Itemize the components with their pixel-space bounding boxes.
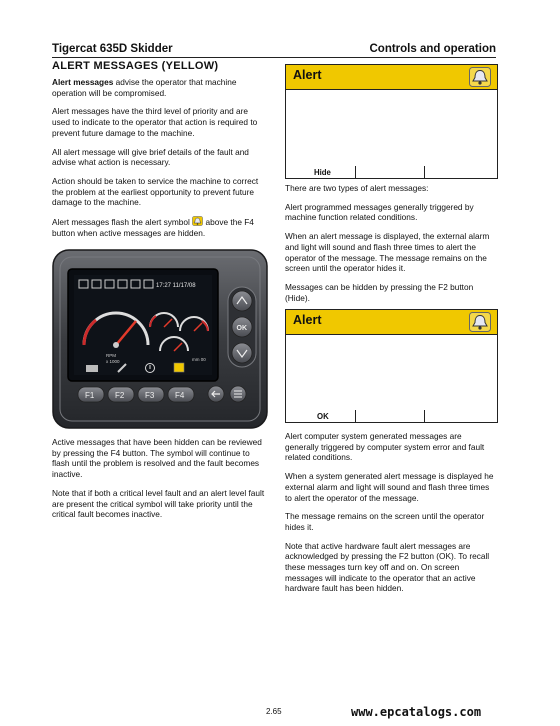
left-column-bottom: [52, 437, 268, 528]
alert-bell-icon: [192, 216, 203, 226]
alert-screen-hide: [285, 64, 498, 179]
header-rule: [52, 57, 496, 58]
paragraph: Alert computer system generated messages are generally triggered by computer system error and fault related conditions.: [285, 431, 485, 463]
display-unit-photo: [52, 249, 268, 429]
paragraph: Note that if both a critical level fault and an alert level fault are present the critical symbol will take priority until the critical fault becomes inactive.: [52, 487, 265, 520]
paragraph: There are two types of alert messages:: [285, 183, 429, 193]
paragraph: The message remains on the screen until the operator hides it.: [285, 511, 485, 532]
paragraph-text: above the F4 button when active messages are hidden.: [52, 217, 254, 238]
alert-title: Alert: [293, 313, 322, 327]
paragraph: [52, 77, 268, 98]
paragraph: [52, 216, 268, 238]
right-column-top: [285, 183, 497, 311]
alert-title-bar: [286, 65, 497, 90]
paragraph: Action should be taken to service the machine to correct the problem at the earliest opportunity to prevent future damage to the machine.: [52, 175, 259, 208]
paragraph-text: advise the operator that machine operation will be compromised.: [52, 77, 237, 98]
f2-button-label: F2: [115, 391, 125, 400]
softkey-divider: [424, 166, 425, 178]
softkey-row: [286, 410, 497, 422]
paragraph-text: Alert messages flash the alert symbol: [52, 217, 193, 228]
alert-title-bar: [286, 310, 497, 335]
softkey-row: [286, 166, 497, 178]
paragraph: Alert programmed messages generally triggered by machine function related conditions.: [285, 201, 474, 223]
f4-button-label: F4: [175, 391, 185, 400]
ok-softkey-label: OK: [317, 412, 329, 421]
softkey-divider: [424, 410, 425, 422]
page-number: 2.65: [266, 707, 282, 716]
paragraph: Active messages that have been hidden can be reviewed by pressing the F4 button. The symbol will continue to flash until the problem is resolved and the fault becomes inactive.: [52, 437, 262, 480]
hide-softkey-label: Hide: [314, 168, 331, 177]
gauge-label: RPM: [106, 353, 116, 358]
softkey-divider: [355, 166, 356, 178]
paragraph: All alert message will give brief details of the fault and advise what action is necessary.: [52, 146, 249, 168]
f1-button-label: F1: [85, 391, 95, 400]
section-title: ALERT MESSAGES (YELLOW): [52, 60, 219, 72]
paragraph: Note that active hardware fault alert messages are acknowledged by pressing the F2 button (OK). To recall these messages turn key off and on. On screen messages will indicate to the operator that an active hardware fault has been hidden.: [285, 540, 490, 594]
gauge-label: x 1000: [106, 359, 120, 364]
alert-bell-icon: [469, 312, 491, 332]
footer-url: www.epcatalogs.com: [351, 705, 482, 719]
softkey-divider: [355, 410, 356, 422]
left-column-top: [52, 60, 268, 246]
paragraph: When an alert message is displayed, the external alarm and light will sound and flash three times to alert the operator of the message. The message remains on the screen until the operator hides it.: [285, 231, 490, 274]
document-header-right: Controls and operation: [369, 43, 496, 55]
right-column-bottom: [285, 431, 497, 602]
bold-term: Alert messages: [52, 77, 114, 87]
gauge-label: mm 00: [192, 357, 206, 362]
ok-button-label: OK: [236, 325, 247, 332]
clock-text: 17:27 11/17/08: [156, 283, 196, 289]
document-header-left: Tigercat 635D Skidder: [52, 43, 173, 55]
alert-title: Alert: [293, 68, 322, 82]
paragraph: Messages can be hidden by pressing the F2 button (Hide).: [285, 281, 474, 303]
paragraph: Alert messages have the third level of priority and are used to indicate to the operator that action is required to prevent future damage to the machine.: [52, 106, 258, 138]
paragraph: When a system generated alert message is displayed he external alarm and light will sound and flash three times to alert the operator of the message.: [285, 471, 494, 503]
alert-screen-ok: [285, 309, 498, 423]
f3-button-label: F3: [145, 391, 155, 400]
alert-bell-icon: [469, 67, 491, 87]
